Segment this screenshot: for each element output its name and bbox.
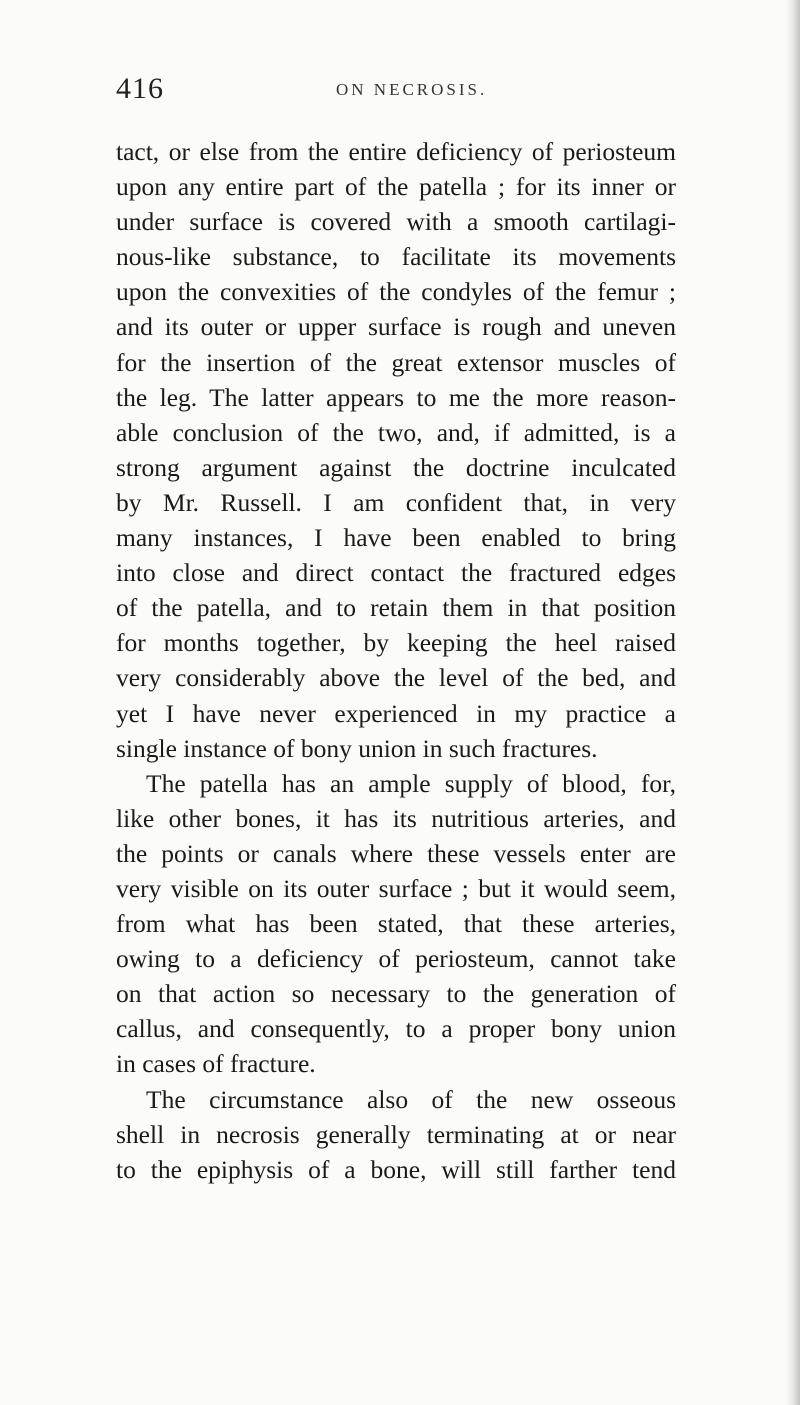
page-number: 416 bbox=[116, 72, 164, 105]
text-line: for the insertion of the great extensor muscles of bbox=[116, 347, 676, 377]
text-line: single instance of bony union in such fractures. bbox=[116, 733, 598, 763]
text-line: nous-like substance, to facilitate its movements bbox=[116, 242, 676, 272]
text-line: The circumstance also of the new osseous bbox=[146, 1084, 676, 1114]
text-line: for months together, by keeping the heel raised bbox=[116, 628, 676, 658]
running-head bbox=[116, 72, 676, 112]
text-line: able conclusion of the two, and, if admitted, is a bbox=[116, 417, 676, 447]
text-line: from what has been stated, that these arteries, bbox=[116, 909, 676, 939]
text-line: very considerably above the level of the bed, and bbox=[116, 663, 676, 693]
text-line: like other bones, it has its nutritious arteries, and bbox=[116, 803, 676, 833]
text-line: of the patella, and to retain them in that position bbox=[116, 593, 676, 623]
body-text bbox=[116, 134, 676, 1187]
text-line: very visible on its outer surface ; but it would seem, bbox=[116, 873, 676, 903]
text-line: The patella has an ample supply of blood, for, bbox=[146, 768, 676, 798]
text-line: many instances, I have been enabled to bring bbox=[116, 523, 676, 553]
text-line: yet I have never experienced in my practice a bbox=[116, 698, 676, 728]
text-line: shell in necrosis generally terminating at or near bbox=[116, 1119, 676, 1149]
text-line: on that action so necessary to the generation of bbox=[116, 979, 676, 1009]
text-line: strong argument against the doctrine inculcated bbox=[116, 452, 676, 482]
running-title: ON NECROSIS. bbox=[336, 80, 488, 99]
text-line: in cases of fracture. bbox=[116, 1049, 316, 1079]
text-line: the points or canals where these vessels enter are bbox=[116, 838, 676, 868]
text-line: tact, or else from the entire deficiency of periosteum bbox=[116, 137, 676, 166]
text-line: by Mr. Russell. I am confident that, in very bbox=[116, 487, 676, 517]
page-edge-shadow bbox=[786, 0, 800, 1405]
text-line: owing to a deficiency of periosteum, cannot take bbox=[116, 944, 676, 974]
text-line: the leg. The latter appears to me the more reason- bbox=[116, 382, 676, 412]
text-line: to the epiphysis of a bone, will still farther tend bbox=[116, 1154, 676, 1184]
text-line: callus, and consequently, to a proper bony union bbox=[116, 1014, 676, 1044]
text-line: and its outer or upper surface is rough and uneven bbox=[116, 312, 676, 342]
text-line: into close and direct contact the fractured edges bbox=[116, 558, 676, 588]
text-line: upon any entire part of the patella ; for its inner or bbox=[116, 172, 676, 202]
text-line: under surface is covered with a smooth cartilagi- bbox=[116, 207, 676, 237]
text-line: upon the convexities of the condyles of the femur ; bbox=[116, 277, 676, 307]
